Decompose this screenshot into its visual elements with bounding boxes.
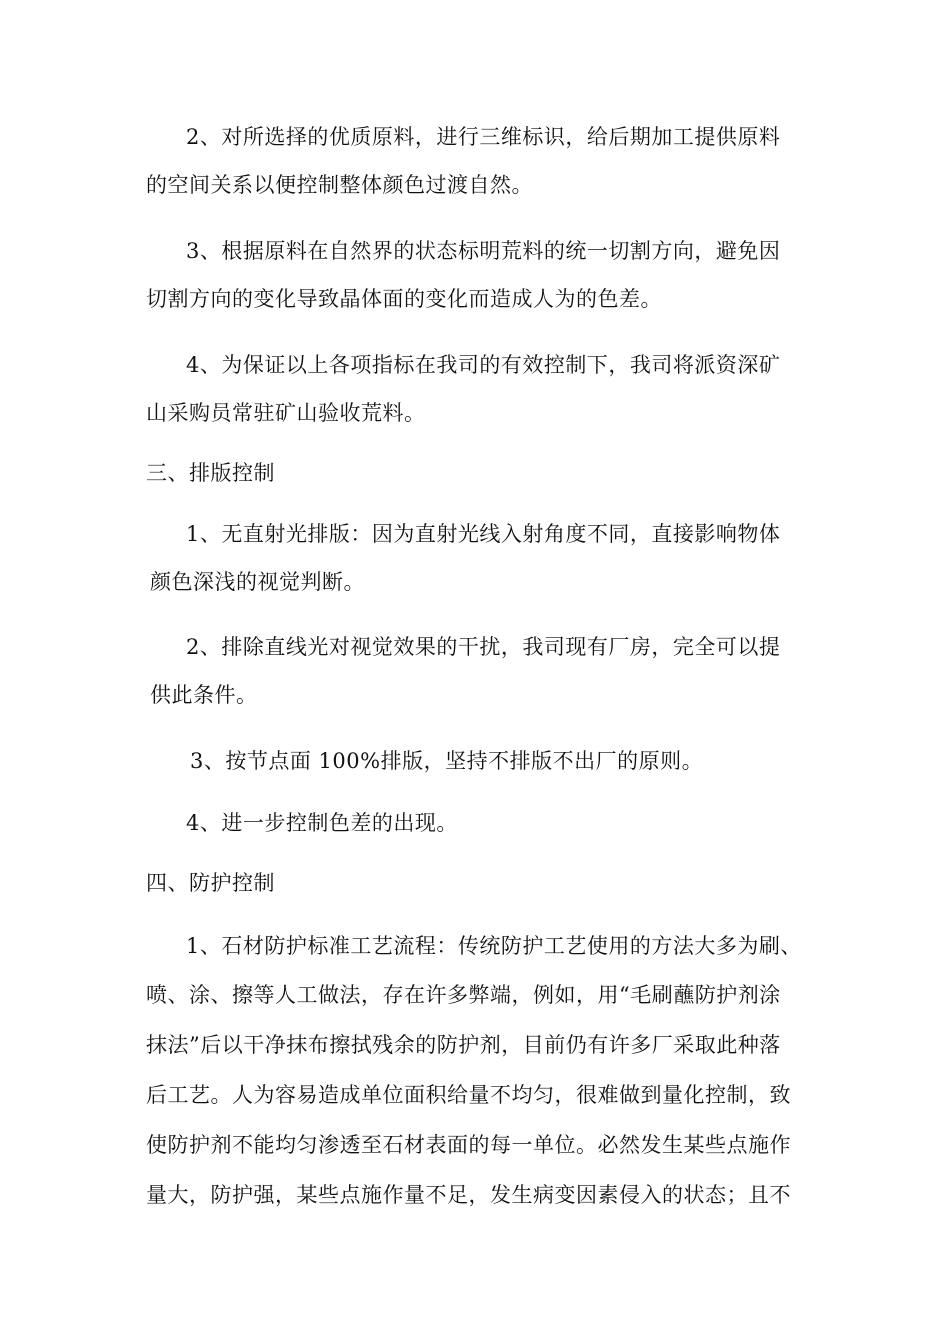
paragraph-4-line-2: 山采购员常驻矿山验收荒料。: [146, 401, 426, 425]
protection-item-1-line-2: 喷、涂、擦等人工做法，存在许多弊端，例如，用“毛刷蘸防护剂涂: [146, 983, 781, 1007]
typesetting-item-2-line-2: 供此条件。: [150, 683, 258, 707]
typesetting-item-2-line-1: 2、排除直线光对视觉效果的干扰，我司现有厂房，完全可以提: [186, 635, 781, 659]
typesetting-item-1-line-1: 1、无直射光排版：因为直射光线入射角度不同，直接影响物体: [186, 522, 781, 546]
protection-item-1-line-1: 1、石材防护标准工艺流程：传统防护工艺使用的方法大多为刷、: [186, 934, 802, 958]
paragraph-3-line-1: 3、根据原料在自然界的状态标明荒料的统一切割方向，避免因: [186, 239, 781, 263]
protection-item-1-line-4: 后工艺。人为容易造成单位面积给量不均匀，很难做到量化控制，致: [146, 1083, 791, 1107]
protection-item-1-line-6: 量大，防护强，某些点施作量不足，发生病变因素侵入的状态；且不: [146, 1183, 791, 1207]
protection-item-1-line-3: 抹法”后以干净抹布擦拭残余的防护剂，目前仍有许多厂采取此种落: [146, 1033, 781, 1057]
paragraph-2-line-2: 的空间关系以便控制整体颜色过渡自然。: [146, 173, 533, 197]
protection-item-1-line-5: 使防护剂不能均匀渗透至石材表面的每一单位。必然发生某些点施作: [146, 1133, 791, 1157]
typesetting-item-4: 4、进一步控制色差的出现。: [186, 811, 458, 835]
section-heading-typesetting: 三、排版控制: [146, 461, 275, 485]
typesetting-item-3: 3、按节点面 100%排版，坚持不排版不出厂的原则。: [190, 749, 704, 773]
typesetting-item-1-line-2: 颜色深浅的视觉判断。: [150, 570, 365, 594]
paragraph-3-line-2: 切割方向的变化导致晶体面的变化而造成人为的色差。: [146, 287, 662, 311]
paragraph-2-line-1: 2、对所选择的优质原料，进行三维标识，给后期加工提供原料: [186, 125, 781, 149]
section-heading-protection: 四、防护控制: [146, 871, 275, 895]
paragraph-4-line-1: 4、为保证以上各项指标在我司的有效控制下，我司将派资深矿: [186, 353, 781, 377]
